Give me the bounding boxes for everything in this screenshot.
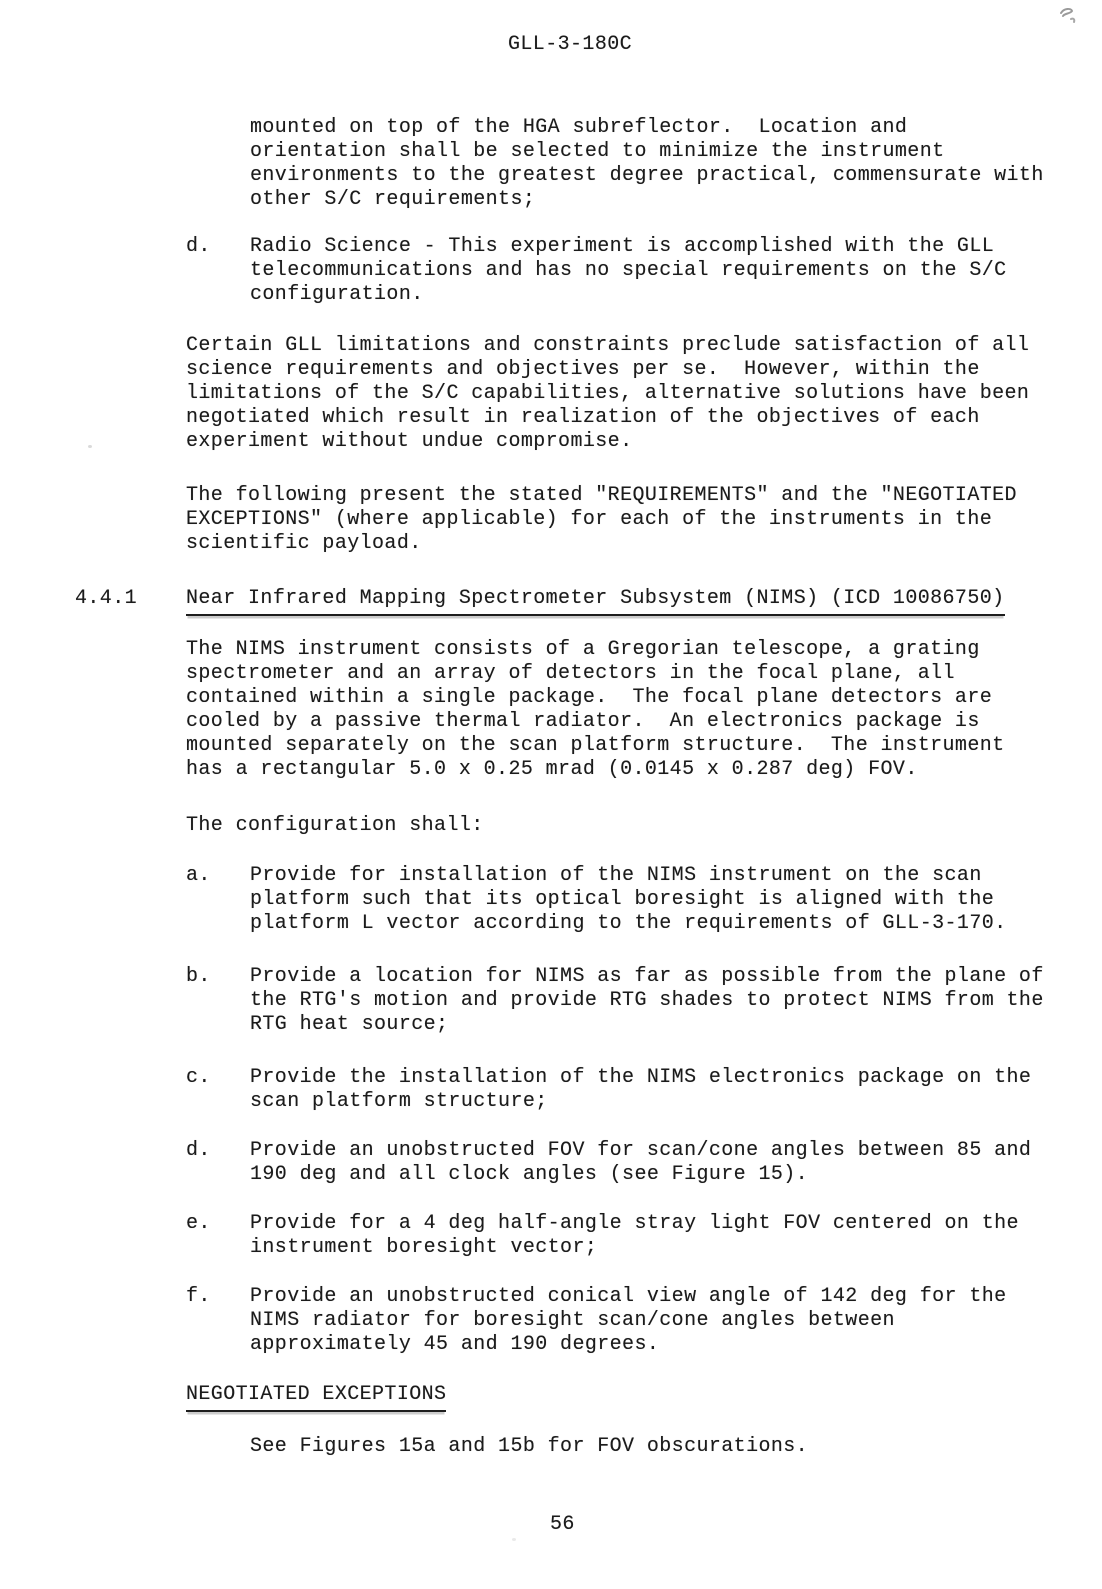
list-item-c: Provide the installation of the NIMS electronics package on the scan platform structure; bbox=[250, 1066, 1032, 1113]
list-item-marker: d. bbox=[186, 1139, 211, 1162]
paragraph-see-figures: See Figures 15a and 15b for FOV obscurations. bbox=[250, 1435, 809, 1458]
list-item-e: Provide for a 4 deg half-angle stray light FOV centered on the instrument boresight vector; bbox=[250, 1212, 1019, 1259]
section-heading bbox=[186, 587, 1005, 616]
list-item-f: Provide an unobstructed conical view angle of 142 deg for the NIMS radiator for boresight scan/cone angles between approximately 45 and 190 degrees. bbox=[250, 1285, 1007, 1356]
scan-speck bbox=[88, 445, 92, 448]
paragraph-nims-description: The NIMS instrument consists of a Gregorian telescope, a grating spectrometer and an array of detectors in the focal plane, all contained within a single package. The focal plane detectors are cooled by a passive thermal radiator. An electronics package is mounted separately on the scan platform structure. The instrument has a rectangular 5.0 x 0.25 mrad (0.0145 x 0.287 deg) FOV. bbox=[186, 638, 1005, 781]
list-item-marker: f. bbox=[186, 1285, 211, 1308]
list-item-d: Provide an unobstructed FOV for scan/cone angles between 85 and 190 deg and all clock angles (see Figure 15). bbox=[250, 1139, 1032, 1186]
list-item-marker: e. bbox=[186, 1212, 211, 1235]
doc-number-header: GLL-3-180C bbox=[508, 33, 633, 56]
list-item-marker: d. bbox=[186, 235, 211, 258]
paragraph-limitations: Certain GLL limitations and constraints preclude satisfaction of all science requirements and objectives per se. However, within the limitations of the S/C capabilities, alternative solutions have been negotiated which result in realization of the objectives of each experiment without undue compromise. bbox=[186, 334, 1030, 453]
paragraph-following: The following present the stated "REQUIREMENTS" and the "NEGOTIATED EXCEPTIONS" (where applicable) for each of the instruments in the scientific payload. bbox=[186, 484, 1017, 555]
list-item-radio-science: Radio Science - This experiment is accomplished with the GLL telecommunications and has no special requirements on the S/C configuration. bbox=[250, 235, 1007, 306]
scan-speck bbox=[512, 1538, 516, 1541]
list-item-b: Provide a location for NIMS as far as possible from the plane of the RTG's motion and provide RTG shades to protect NIMS from the RTG heat source; bbox=[250, 965, 1044, 1036]
section-number: 4.4.1 bbox=[75, 587, 138, 610]
list-item-a: Provide for installation of the NIMS instrument on the scan platform such that its optical boresight is aligned with the platform L vector according to the requirements of GLL-3-170. bbox=[250, 864, 1007, 935]
page-number: 56 bbox=[550, 1513, 575, 1536]
negotiated-exceptions-label: NEGOTIATED EXCEPTIONS bbox=[186, 1383, 446, 1412]
paragraph-configuration-shall: The configuration shall: bbox=[186, 814, 484, 837]
section-heading-title: Near Infrared Mapping Spectrometer Subsystem (NIMS) (ICD 10086750) bbox=[186, 587, 1005, 616]
list-item-marker: c. bbox=[186, 1066, 211, 1089]
scan-artifact-squiggle-icon bbox=[1056, 5, 1080, 27]
list-item-marker: a. bbox=[186, 864, 211, 887]
negotiated-exceptions-heading bbox=[186, 1383, 446, 1412]
paragraph-continuation: mounted on top of the HGA subreflector. Location and orientation shall be selected to minimize the instrument environments to the greatest degree practical, commensurate with other S/C requirements; bbox=[250, 116, 1044, 211]
list-item-marker: b. bbox=[186, 965, 211, 988]
